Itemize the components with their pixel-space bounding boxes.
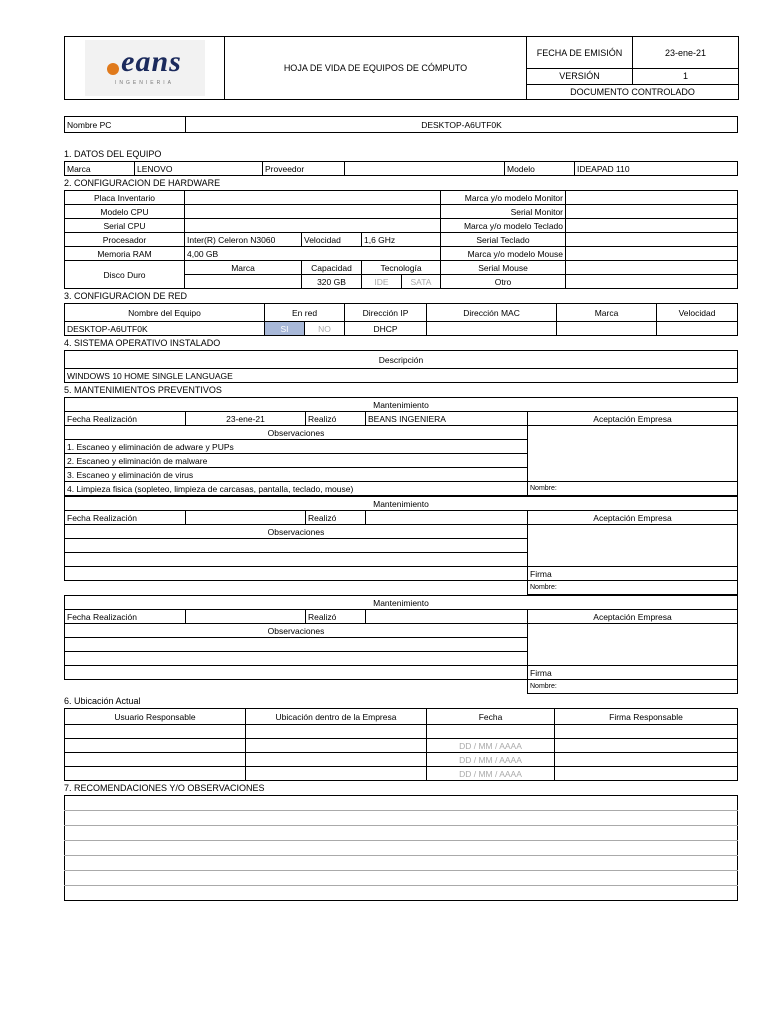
capacidad-value: 320 GB [302, 275, 362, 289]
disco-marca-value [185, 275, 302, 289]
fecha-cell[interactable]: DD / MM / AAAA [427, 767, 555, 781]
usuario-cell[interactable] [65, 753, 246, 767]
realizo-value [366, 610, 528, 624]
version-value: 1 [633, 69, 739, 84]
red-si-option[interactable]: SI [265, 322, 305, 336]
ide-option[interactable]: IDE [362, 275, 402, 289]
ram-label: Memoria RAM [65, 247, 185, 261]
red-nombre-value: DESKTOP-A6UTF0K [65, 322, 265, 336]
fecha-cell[interactable] [427, 725, 555, 739]
mouse-marca-value [566, 247, 738, 261]
monitor-marca-value [566, 191, 738, 205]
section-6-title: 6. Ubicación Actual [64, 696, 141, 706]
observacion-item [65, 666, 528, 680]
h-nombre-equipo: Nombre del Equipo [65, 304, 265, 322]
recomendacion-line[interactable] [65, 871, 738, 886]
aceptacion-empresa: Aceptación Empresa [528, 412, 738, 426]
mouse-marca-label: Marca y/o modelo Mouse [441, 247, 566, 261]
usuario-cell[interactable] [65, 739, 246, 753]
mantenimiento-header: Mantenimiento [65, 596, 738, 610]
mouse-serial-label: Serial Mouse [441, 261, 566, 275]
recomendacion-line[interactable] [65, 811, 738, 826]
company-logo [85, 40, 205, 96]
document-header [64, 36, 739, 100]
fecha-realizacion-value [186, 511, 306, 525]
monitor-serial-label: Serial Monitor [441, 205, 566, 219]
observacion-item: 2. Escaneo y eliminación de malware [65, 454, 528, 468]
aceptacion-empresa: Aceptación Empresa [528, 610, 738, 624]
section-2-title: 2. CONFIGURACION DE HARDWARE [64, 178, 221, 188]
h-en-red: En red [265, 304, 345, 322]
marca-label: Marca [65, 162, 135, 176]
h-usuario: Usuario Responsable [65, 709, 246, 725]
fecha-realizacion-value: 23-ene-21 [186, 412, 306, 426]
ubicacion-cell[interactable] [246, 767, 427, 781]
logo-subtitle: INGENIERIA [115, 80, 174, 86]
logo-cell [65, 37, 225, 100]
modelo-cpu-value [185, 205, 441, 219]
observaciones-header: Observaciones [65, 426, 528, 440]
fecha-emision-value: 23-ene-21 [633, 37, 739, 69]
placa-value [185, 191, 441, 205]
observacion-item: 4. Limpieza fisica (sopleteo, limpieza de carcasas, pantalla, teclado, mouse) [65, 482, 528, 496]
section-5-title: 5. MANTENIMIENTOS PREVENTIVOS [64, 385, 222, 395]
recomendacion-line[interactable] [65, 886, 738, 901]
section-3-title: 3. CONFIGURACION DE RED [64, 291, 188, 301]
h-descripcion: Descripción [65, 351, 738, 369]
placa-label: Placa Inventario [65, 191, 185, 205]
disco-marca-label: Marca [185, 261, 302, 275]
velocidad-value: 1,6 GHz [362, 233, 441, 247]
firma-cell[interactable] [555, 739, 738, 753]
section-4-title: 4. SISTEMA OPERATIVO INSTALADO [64, 338, 221, 348]
teclado-serial-value [566, 233, 738, 247]
realizo-label: Realizó [306, 412, 366, 426]
ip-value: DHCP [345, 322, 427, 336]
h-ubicacion: Ubicación dentro de la Empresa [246, 709, 427, 725]
tecnologia-label: Tecnología [362, 261, 441, 275]
ubicacion-cell[interactable] [246, 739, 427, 753]
serial-cpu-value [185, 219, 441, 233]
capacidad-label: Capacidad [302, 261, 362, 275]
modelo-value: IDEAPAD 110 [575, 162, 738, 176]
aceptacion-box [528, 426, 738, 482]
teclado-marca-label: Marca y/o modelo Teclado [441, 219, 566, 233]
realizo-value [366, 511, 528, 525]
recomendaciones-box [64, 795, 738, 901]
recomendacion-line[interactable] [65, 841, 738, 856]
red-velocidad-value [657, 322, 738, 336]
h-marca: Marca [557, 304, 657, 322]
proveedor-label: Proveedor [263, 162, 345, 176]
recomendacion-line[interactable] [65, 796, 738, 811]
aceptacion-box [528, 525, 738, 567]
version-label: VERSIÓN [527, 69, 633, 84]
otro-label: Otro [441, 275, 566, 289]
h-direccion-ip: Dirección IP [345, 304, 427, 322]
documento-controlado: DOCUMENTO CONTROLADO [527, 84, 739, 99]
nombre-pc-row [64, 116, 738, 133]
document-sheet [64, 36, 738, 901]
datos-equipo-table [64, 161, 738, 176]
h-direccion-mac: Dirección MAC [427, 304, 557, 322]
monitor-serial-value [566, 205, 738, 219]
mantenimiento-header: Mantenimiento [65, 398, 738, 412]
velocidad-label: Velocidad [302, 233, 362, 247]
disco-label: Disco Duro [65, 261, 185, 289]
mouse-serial-value [566, 261, 738, 275]
observacion-item [65, 553, 528, 567]
fecha-realizacion-label: Fecha Realización [65, 511, 186, 525]
document-title: HOJA DE VIDA DE EQUIPOS DE CÓMPUTO [225, 37, 527, 100]
fecha-emision-label: FECHA DE EMISIÓN [527, 37, 633, 69]
ubicacion-cell[interactable] [246, 753, 427, 767]
os-description: WINDOWS 10 HOME SINGLE LANGUAGE [65, 369, 738, 383]
nombre-label: Nombre: [528, 680, 738, 694]
mac-value [427, 322, 557, 336]
ubicacion-cell[interactable] [246, 725, 427, 739]
aceptacion-box [528, 624, 738, 666]
red-no-option[interactable]: NO [305, 322, 345, 336]
recomendacion-line[interactable] [65, 856, 738, 871]
h-velocidad: Velocidad [657, 304, 738, 322]
nombre-pc-value: DESKTOP-A6UTF0K [186, 117, 738, 133]
observaciones-header: Observaciones [65, 624, 528, 638]
mantenimiento-2 [64, 496, 738, 595]
os-table [64, 350, 738, 383]
logo-mark-icon [107, 63, 119, 75]
observacion-item: 3. Escaneo y eliminación de virus [65, 468, 528, 482]
serial-cpu-label: Serial CPU [65, 219, 185, 233]
recomendacion-line[interactable] [65, 826, 738, 841]
firma-label: Firma [528, 666, 738, 680]
hardware-table [64, 190, 738, 289]
firma-cell[interactable] [555, 753, 738, 767]
marca-value: LENOVO [135, 162, 263, 176]
monitor-marca-label: Marca y/o modelo Monitor [441, 191, 566, 205]
nombre-label: Nombre: [528, 482, 738, 496]
fecha-realizacion-label: Fecha Realización [65, 412, 186, 426]
section-7-title: 7. RECOMENDACIONES Y/O OBSERVACIONES [64, 783, 265, 793]
observacion-item [65, 567, 528, 581]
nombre-pc-label: Nombre PC [65, 117, 186, 133]
realizo-label: Realizó [306, 511, 366, 525]
fecha-cell[interactable]: DD / MM / AAAA [427, 753, 555, 767]
usuario-cell[interactable] [65, 767, 246, 781]
usuario-cell[interactable] [65, 725, 246, 739]
red-table [64, 303, 738, 336]
realizo-value: BEANS INGENIERA [366, 412, 528, 426]
spacer [65, 680, 528, 694]
ram-value: 4,00 GB [185, 247, 441, 261]
procesador-value: Inter(R) Celeron N3060 [185, 233, 302, 247]
sata-option[interactable]: SATA [402, 275, 441, 289]
firma-label: Firma [528, 567, 738, 581]
mantenimiento-1 [64, 397, 738, 496]
spacer [65, 581, 528, 595]
firma-cell[interactable] [555, 767, 738, 781]
observaciones-header: Observaciones [65, 525, 528, 539]
firma-cell[interactable] [555, 725, 738, 739]
otro-value [566, 275, 738, 289]
h-fecha: Fecha [427, 709, 555, 725]
logo-word: eans [121, 45, 182, 78]
h-firma: Firma Responsable [555, 709, 738, 725]
modelo-label: Modelo [505, 162, 575, 176]
red-marca-value [557, 322, 657, 336]
section-1-title: 1. DATOS DEL EQUIPO [64, 149, 162, 159]
ubicacion-table [64, 708, 738, 781]
observacion-item: 1. Escaneo y eliminación de adware y PUPs [65, 440, 528, 454]
nombre-label: Nombre: [528, 581, 738, 595]
mantenimiento-3 [64, 595, 738, 694]
fecha-cell[interactable]: DD / MM / AAAA [427, 739, 555, 753]
observacion-item [65, 539, 528, 553]
teclado-serial-label: Serial Teclado [441, 233, 566, 247]
modelo-cpu-label: Modelo CPU [65, 205, 185, 219]
procesador-label: Procesador [65, 233, 185, 247]
proveedor-value [345, 162, 505, 176]
aceptacion-empresa: Aceptación Empresa [528, 511, 738, 525]
fecha-realizacion-value [186, 610, 306, 624]
fecha-realizacion-label: Fecha Realización [65, 610, 186, 624]
realizo-label: Realizó [306, 610, 366, 624]
observacion-item [65, 638, 528, 652]
mantenimiento-header: Mantenimiento [65, 497, 738, 511]
teclado-marca-value [566, 219, 738, 233]
observacion-item [65, 652, 528, 666]
